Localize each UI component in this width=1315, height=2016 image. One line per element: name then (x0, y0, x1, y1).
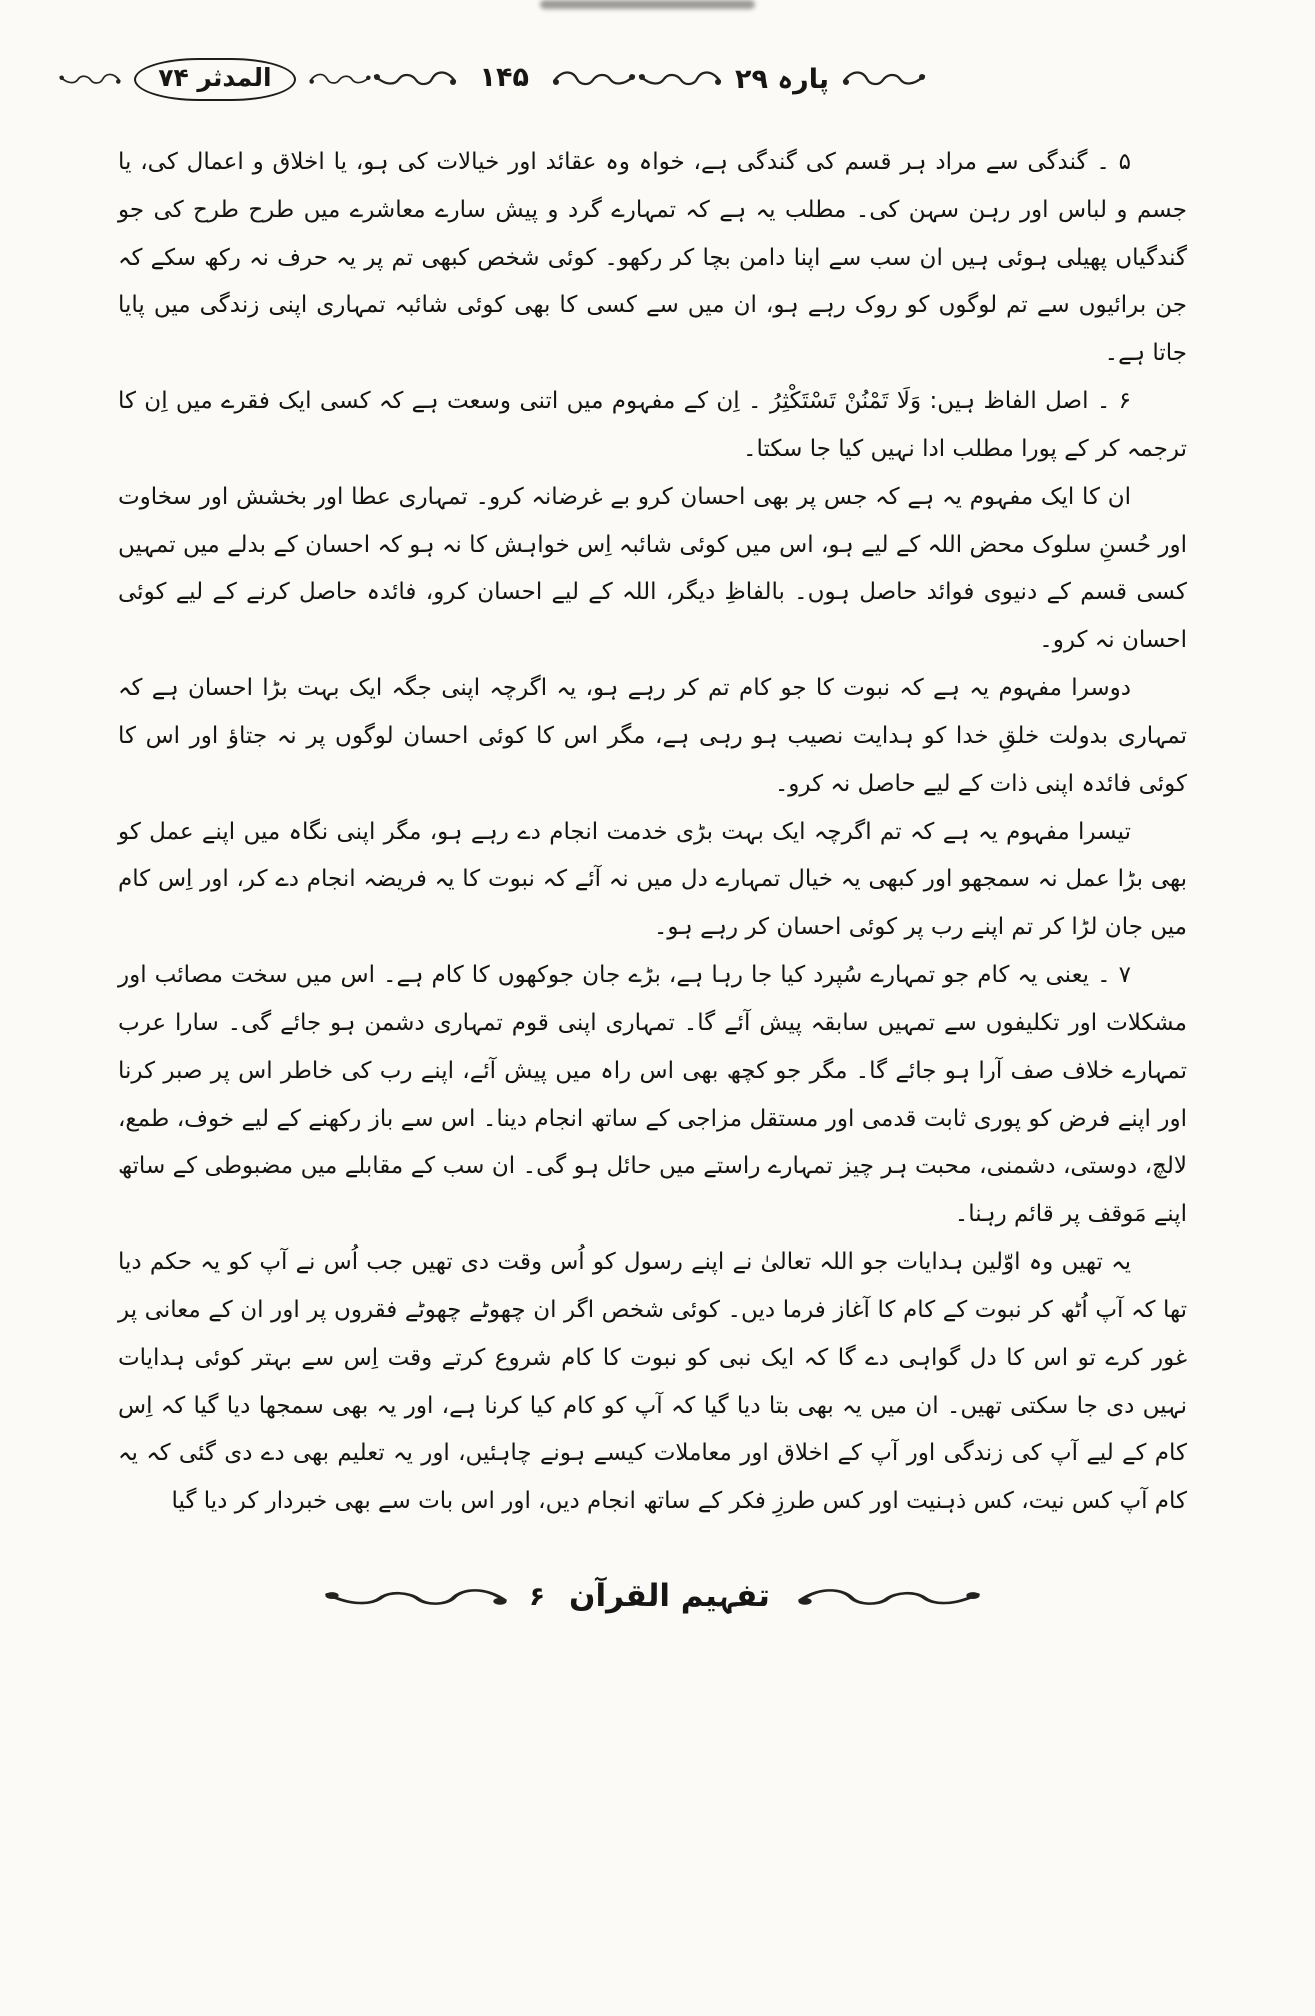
note-7-text: ۷ ۔ یعنی یہ کام جو تمہارے سُپرد کیا جا رہا ہے، بڑے جان جوکھوں کا کام ہے۔ اس میں سخت مصائب اور مشکلات اور تکلیفوں سے تمہیں سابقہ پیش آئے گا۔ تمہاری اپنی قوم تمہاری دشمن ہو جائے گی۔ سارا عرب تمہارے خلاف صف آرا ہو جائے گا۔ مگر جو کچھ بھی اس راہ میں پیش آئے، اپنے رب کی خاطر اس پر صبر کرنا اور اپنے فرض کو پوری ثابت قدمی اور مستقل مزاجی کے ساتھ انجام دینا۔ اس سے باز رکھنے کے لیے خوف، طمع، لالچ، دوستی، دشمنی، محبت ہر چیز تمہارے راستے میں حائل ہو گی۔ ان سب کے مقابلے میں مضبوطی کے ساتھ اپنے مَوقف پر قائم رہنا۔ (118, 962, 1187, 1228)
page-number: ۱۴۵ (479, 62, 529, 93)
note-6-intro: ۶ ۔ اصل الفاظ ہیں: وَلَا تَمْنُنْ تَسْتَکْثِرُ ۔ اِن کے مفہوم میں اتنی وسعت ہے کہ کسی ایک فقرے میں اِن کا ترجمہ کر کے پورا مطلب ادا نہیں کیا جا سکتا۔ (118, 388, 1187, 462)
flourish-ornament-icon (794, 1584, 984, 1614)
note-6-meaning-1: ان کا ایک مفہوم یہ ہے کہ جس پر بھی احسان کرو بے غرضانہ کرو۔ تمہاری عطا اور بخشش اور سخاوت اور حُسنِ سلوک محض اللہ کے لیے ہو، اس میں کوئی شائبہ اِس خواہش کا نہ ہو کہ احسان کے بدلے میں تمہیں کسی قسم کے دنیوی فوائد حاصل ہوں۔ بالفاظِ دیگر، اللہ کے لیے احسان کرو، فائدہ حاصل کرنے کے لیے کوئی احسان نہ کرو۔ (118, 483, 1187, 654)
para-label: پارہ ۲۹ (734, 64, 829, 95)
flourish-ornament-icon (308, 67, 372, 93)
flourish-ornament-icon (841, 67, 927, 93)
page-number-marker (372, 62, 637, 97)
flourish-ornament-icon (637, 67, 723, 93)
surah-label: المدثر ۷۴ (134, 58, 295, 101)
note-5-text: ۵ ۔ گندگی سے مراد ہر قسم کی گندگی ہے، خواہ وہ عقائد اور خیالات کی ہو، یا اخلاق و اعمال کی، یا جسم و لباس اور رہن سہن کی۔ مطلب یہ ہے کہ تمہارے گرد و پیش سارے معاشرے میں طرح طرح کی جو گندگیاں پھیلی ہوئی ہیں ان سب سے اپنا دامن بچا کر رکھو۔ کوئی شخص کبھی تم پر یہ حرف نہ رکھ سکے کہ جن برائیوں سے تم لوگوں کو روک رہے ہو، ان میں سے کسی کا بھی کوئی شائبہ تمہاری اپنی زندگی میں پایا جاتا ہے۔ (118, 149, 1187, 367)
volume-number: ۶ (529, 1582, 546, 1613)
flourish-ornament-icon (58, 67, 122, 93)
page-footer (118, 1578, 1187, 1620)
book-title: تفہیم القرآن (569, 1578, 770, 1615)
note-6-meaning-3: تیسرا مفہوم یہ ہے کہ تم اگرچہ ایک بہت بڑی خدمت انجام دے رہے ہو، مگر اپنی نگاہ میں اپنے عمل کو بھی بڑا عمل نہ سمجھو اور کبھی یہ خیال تمہارے دل میں نہ آئے کہ نبوت کا یہ فریضہ انجام دے کر، اور اِس کام میں جان لڑا کر تم اپنے رب پر کوئی احسان کر رہے ہو۔ (118, 818, 1187, 941)
flourish-ornament-icon (372, 67, 458, 93)
page-body (118, 139, 1187, 1526)
surah-marker (58, 58, 371, 101)
flourish-ornament-icon (321, 1584, 511, 1614)
closing-paragraph: یہ تھیں وہ اوّلین ہدایات جو اللہ تعالیٰ نے اپنے رسول کو اُس وقت دی تھیں جب اُس نے آپ کو یہ حکم دیا تھا کہ آپ اُٹھ کر نبوت کے کام کا آغاز فرما دیں۔ کوئی شخص اگر ان چھوٹے چھوٹے فقروں پر اور ان کے معانی پر غور کرے تو اس کا دل گواہی دے گا کہ ایک نبی کو نبوت کا کام شروع کرتے وقت اِس سے بہتر کوئی ہدایات نہیں دی جا سکتی تھیں۔ ان میں یہ بھی بتا دیا گیا کہ آپ کو کام کیا کرنا ہے، اور یہ بھی سمجھا دیا گیا کہ اِس کام کے لیے آپ کی زندگی اور آپ کے اخلاق اور معاملات کیسے ہونے چاہئیں، اور یہ تعلیم بھی دے دی گئی کہ یہ کام آپ کس نیت، کس ذہنیت اور کس طرزِ فکر کے ساتھ انجام دیں، اور اس بات سے بھی خبردار کر دیا گیا (118, 1249, 1187, 1515)
flourish-ornament-icon (551, 67, 637, 93)
scan-bleed-artifact (540, 0, 755, 9)
note-6-meaning-2: دوسرا مفہوم یہ ہے کہ نبوت کا جو کام تم کر رہے ہو، یہ اگرچہ اپنی جگہ ایک بہت بڑا احسان ہے کہ تمہاری بدولت خلقِ خدا کو ہدایت نصیب ہو رہی ہے، مگر اس کا کوئی احسان لوگوں پر نہ جتاؤ اور اس کا کوئی فائدہ اپنی ذات کے لیے حاصل نہ کرو۔ (118, 675, 1187, 797)
page-header (118, 54, 1187, 105)
para-marker (637, 64, 927, 95)
